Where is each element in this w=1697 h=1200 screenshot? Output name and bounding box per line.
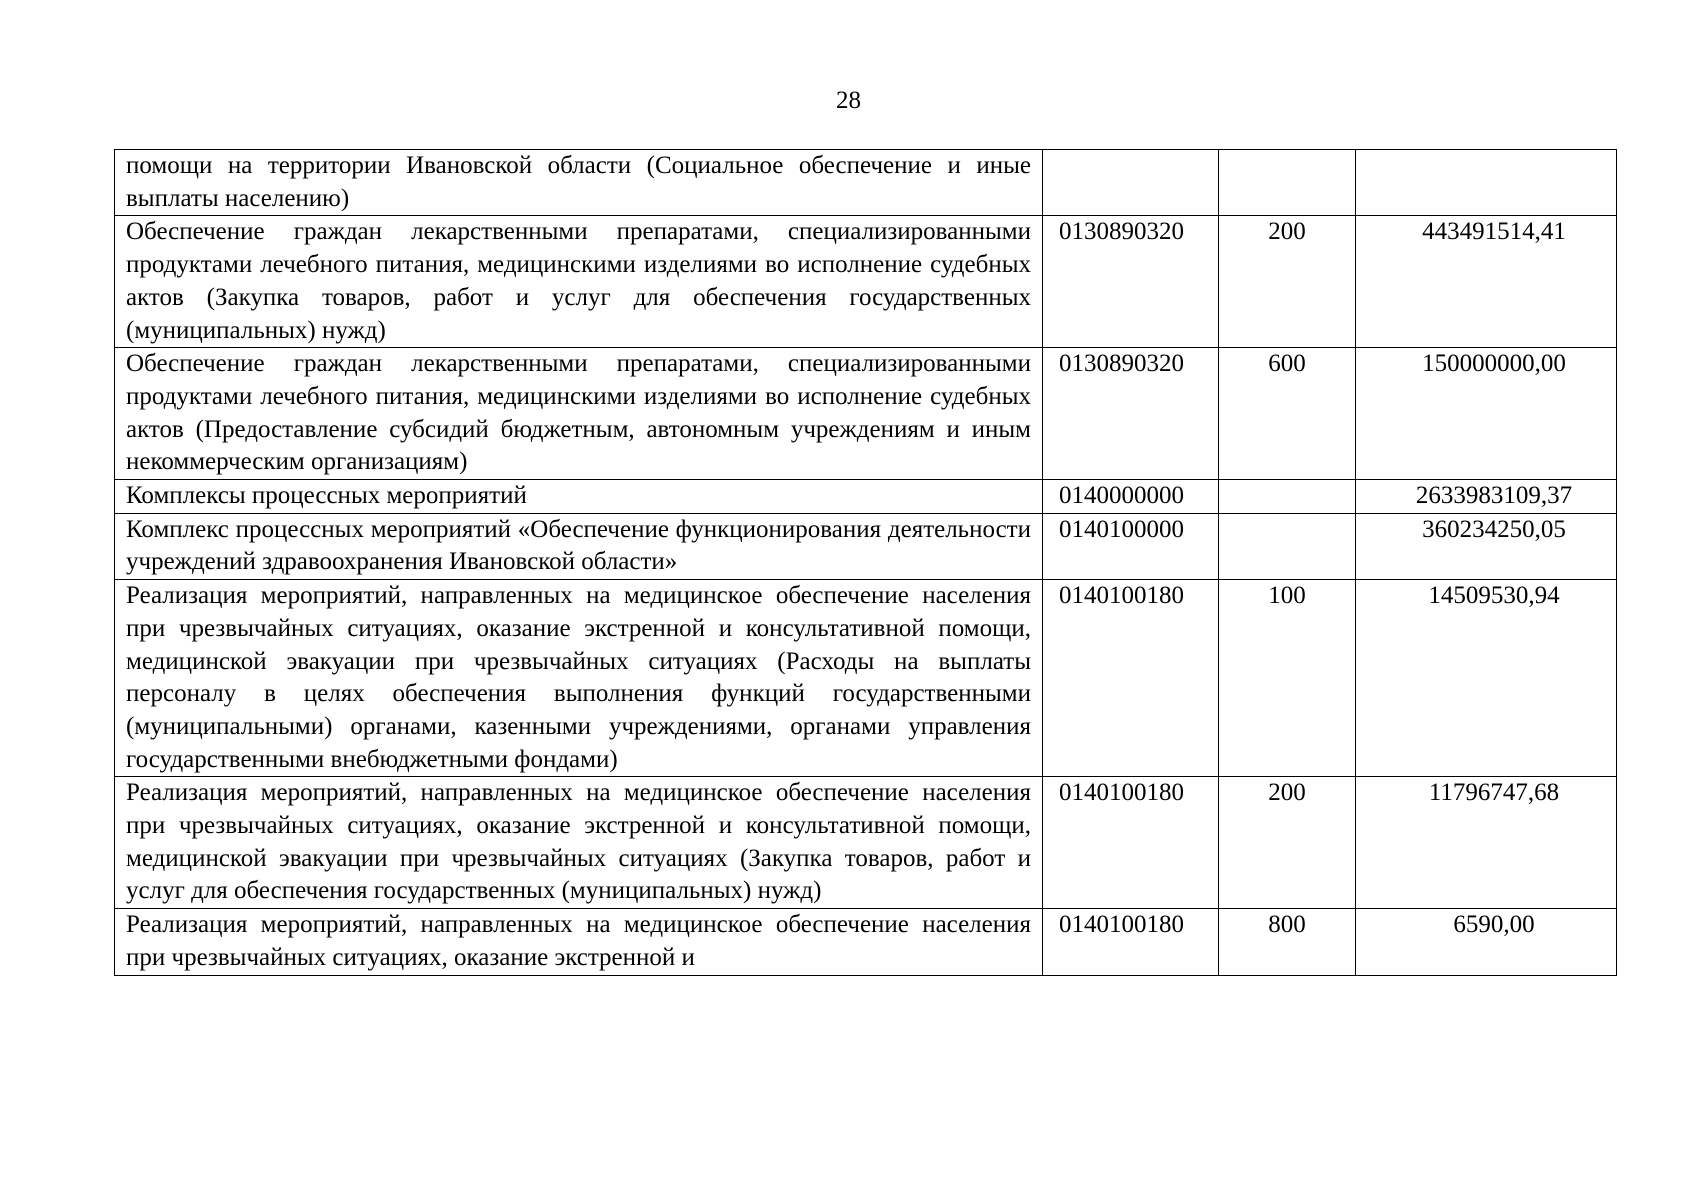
target-code-cell: 0130890320	[1043, 216, 1219, 348]
table-row	[115, 777, 1617, 909]
target-code-cell: 0140000000	[1043, 480, 1219, 514]
amount-cell: 11796747,68	[1356, 777, 1617, 909]
table-row	[115, 348, 1617, 480]
target-code-cell: 0140100180	[1043, 909, 1219, 975]
expense-name-cell: Реализация мероприятий, направленных на медицинское обеспечение населения при чрезвычайных ситуациях, оказание экстренной и консультативной помощи, медицинской эвакуации при чрезвычайных ситуациях (Закупка товаров, работ и услуг для обеспечения государственных (муниципальных) нужд)	[115, 777, 1043, 909]
table-row	[115, 580, 1617, 777]
table-row	[115, 480, 1617, 514]
amount-cell: 6590,00	[1356, 909, 1617, 975]
page-number: 28	[836, 87, 861, 114]
expense-type-cell: 600	[1219, 348, 1356, 480]
table-row	[115, 216, 1617, 348]
amount-cell: 2633983109,37	[1356, 480, 1617, 514]
target-code-cell: 0140100000	[1043, 513, 1219, 579]
expense-name-cell: Реализация мероприятий, направленных на медицинское обеспечение населения при чрезвычайных ситуациях, оказание экстренной и консультативной помощи, медицинской эвакуации при чрезвычайных ситуациях (Расходы на выплаты персоналу в целях обеспечения выполнения функций государственными (муниципальными) органами, казенными учреждениями, органами управления государственными внебюджетными фондами)	[115, 580, 1043, 777]
table-row	[115, 909, 1617, 975]
expense-name-cell: Обеспечение граждан лекарственными препаратами, специализированными продуктами лечебного питания, медицинскими изделиями во исполнение судебных актов (Закупка товаров, работ и услуг для обеспечения государственных (муниципальных) нужд)	[115, 216, 1043, 348]
amount-cell: 14509530,94	[1356, 580, 1617, 777]
expense-name-cell: Комплексы процессных мероприятий	[115, 480, 1043, 514]
target-code-cell: 0140100180	[1043, 777, 1219, 909]
expense-name-cell: помощи на территории Ивановской области (Социальное обеспечение и иные выплаты населению)	[115, 150, 1043, 216]
table-row	[115, 150, 1617, 216]
amount-cell: 360234250,05	[1356, 513, 1617, 579]
expense-name-cell: Комплекс процессных мероприятий «Обеспечение функционирования деятельности учреждений здравоохранения Ивановской области»	[115, 513, 1043, 579]
table-row	[115, 513, 1617, 579]
expense-type-cell: 200	[1219, 777, 1356, 909]
target-code-cell	[1043, 150, 1219, 216]
target-code-cell: 0140100180	[1043, 580, 1219, 777]
expense-type-cell	[1219, 513, 1356, 579]
expense-type-cell	[1219, 150, 1356, 216]
expense-type-cell: 200	[1219, 216, 1356, 348]
expense-type-cell: 100	[1219, 580, 1356, 777]
amount-cell: 443491514,41	[1356, 216, 1617, 348]
target-code-cell: 0130890320	[1043, 348, 1219, 480]
expense-type-cell: 800	[1219, 909, 1356, 975]
budget-table	[114, 149, 1617, 976]
expense-name-cell: Обеспечение граждан лекарственными препаратами, специализированными продуктами лечебного питания, медицинскими изделиями во исполнение судебных актов (Предоставление субсидий бюджетным, автономным учреждениям и иным некоммерческим организациям)	[115, 348, 1043, 480]
amount-cell: 150000000,00	[1356, 348, 1617, 480]
amount-cell	[1356, 150, 1617, 216]
expense-type-cell	[1219, 480, 1356, 514]
expense-name-cell: Реализация мероприятий, направленных на медицинское обеспечение населения при чрезвычайных ситуациях, оказание экстренной и	[115, 909, 1043, 975]
